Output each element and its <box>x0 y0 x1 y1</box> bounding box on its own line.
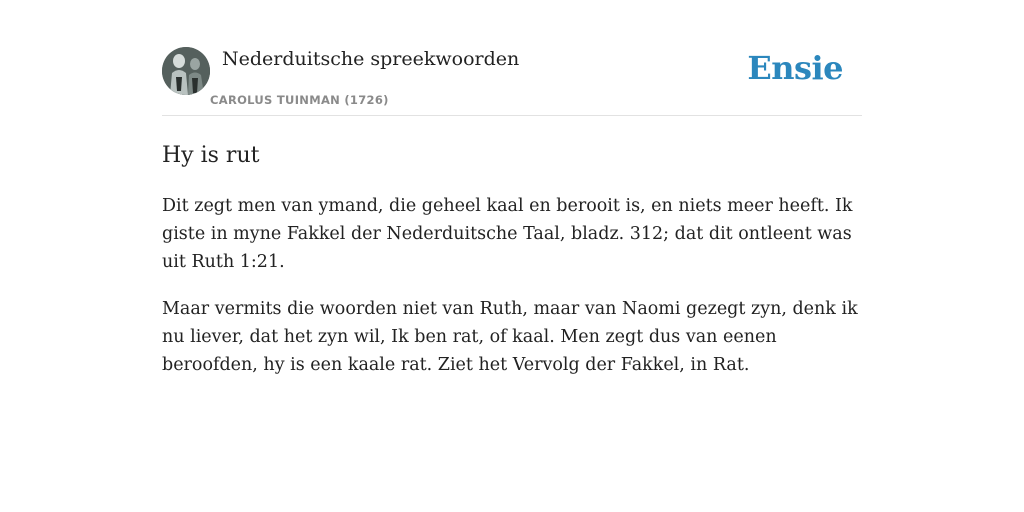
statue-portrait-icon[interactable] <box>162 47 210 95</box>
entry-title: Hy is rut <box>162 143 260 168</box>
entry-card <box>162 46 862 379</box>
brand-logo[interactable]: Ensie <box>747 49 843 87</box>
entry-header <box>162 46 862 116</box>
entry-paragraph-1: Dit zegt men van ymand, die geheel kaal en berooit is, en niets meer heeft. Ik giste in myne Fakkel der Nederduitsche Taal, bladz. 312; dat dit ontleent was uit Ruth 1:21. <box>162 196 853 272</box>
book-title[interactable]: Nederduitsche spreekwoorden <box>222 48 520 70</box>
author-label[interactable]: CAROLUS TUINMAN (1726) <box>210 93 389 107</box>
entry-paragraph-2: Maar vermits die woorden niet van Ruth, maar van Naomi gezegt zyn, denk ik nu liever, dat het zyn wil, Ik ben rat, of kaal. Men zegt dus van eenen beroofden, hy is een kaale rat. Ziet het Vervolg der Fakkel, in Rat. <box>162 299 858 375</box>
